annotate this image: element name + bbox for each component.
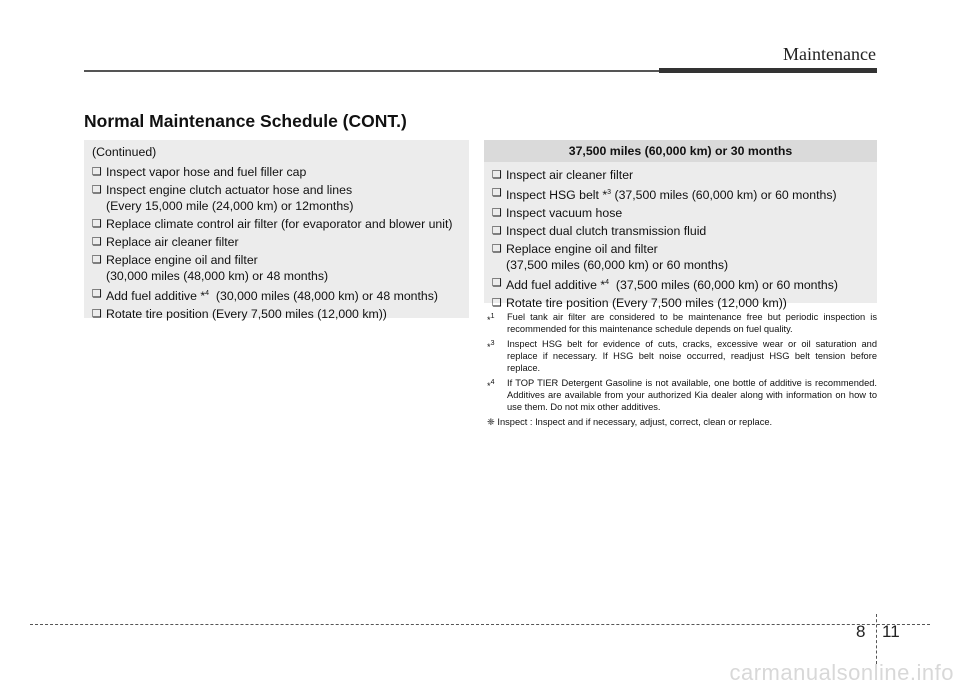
checkbox-icon: ❑ bbox=[492, 169, 502, 181]
footnote bbox=[487, 338, 877, 374]
item-text: Add fuel additive * bbox=[106, 289, 206, 303]
watermark: carmanualsonline.info bbox=[729, 660, 954, 685]
checkbox-icon: ❑ bbox=[92, 308, 102, 320]
footnote-mark: * bbox=[487, 315, 491, 325]
checkbox-icon: ❑ bbox=[492, 277, 502, 289]
item-text: Inspect vapor hose and fuel filler cap bbox=[106, 165, 307, 179]
item-text: Inspect engine clutch actuator hose and lines bbox=[106, 183, 353, 197]
footnote-text: Fuel tank air filter are considered to be maintenance free but periodic inspection is recommended for this maintenance schedule depends on fuel quality. bbox=[507, 312, 877, 334]
checklist-item bbox=[92, 182, 459, 214]
interval-heading: 37,500 miles (60,000 km) or 30 months bbox=[484, 140, 877, 162]
checklist-item bbox=[92, 234, 459, 250]
checklist-item bbox=[92, 216, 459, 232]
item-text: Replace air cleaner filter bbox=[106, 235, 239, 249]
item-interval: (30,000 miles (48,000 km) or 48 months) bbox=[209, 289, 439, 303]
item-interval: (Every 15,000 mile (24,000 km) or 12months) bbox=[106, 199, 354, 213]
continued-label: (Continued) bbox=[92, 145, 157, 159]
footer-rule bbox=[30, 624, 930, 625]
footnote-number: 4 bbox=[490, 379, 495, 386]
footnote-number: 3 bbox=[490, 340, 495, 347]
checkbox-icon: ❑ bbox=[92, 166, 102, 178]
footnotes bbox=[487, 311, 877, 428]
item-text: Inspect dual clutch transmission fluid bbox=[506, 224, 707, 238]
footnote bbox=[487, 311, 877, 335]
checklist-item bbox=[492, 167, 867, 183]
item-interval: (37,500 miles (60,000 km) or 60 months) bbox=[609, 278, 839, 292]
item-text: Add fuel additive * bbox=[506, 278, 606, 292]
item-text: Inspect HSG belt * bbox=[506, 188, 608, 202]
checklist-item bbox=[492, 275, 867, 293]
checklist-item bbox=[492, 223, 867, 239]
schedule-box-37500 bbox=[484, 140, 877, 310]
footnote-ref: 3 bbox=[607, 189, 612, 196]
item-text: Replace engine oil and filter bbox=[506, 242, 658, 256]
schedule-box-continued bbox=[84, 140, 469, 321]
checkbox-icon: ❑ bbox=[492, 243, 502, 255]
footnote-text: If TOP TIER Detergent Gasoline is not available, one bottle of additive is recommended. Additives are available from your authorized Kia dealer along with information on how to use them. Do not mix other additives. bbox=[507, 378, 877, 412]
footnote-number: 1 bbox=[490, 313, 495, 320]
checklist-item bbox=[92, 306, 459, 322]
checkbox-icon: ❑ bbox=[492, 297, 502, 309]
checkbox-icon: ❑ bbox=[492, 187, 502, 199]
section-title: Normal Maintenance Schedule (CONT.) bbox=[84, 111, 407, 131]
footnote-text: Inspect HSG belt for evidence of cuts, cracks, excessive wear or oil saturation and replace if necessary. If HSG belt noise occurred, readjust HSG belt tension before replace. bbox=[507, 339, 877, 373]
schedule-list-right bbox=[484, 162, 877, 311]
item-text: Inspect air cleaner filter bbox=[506, 168, 634, 182]
checkbox-icon: ❑ bbox=[92, 288, 102, 300]
checklist-item bbox=[492, 185, 867, 203]
header-bar bbox=[659, 68, 877, 73]
item-interval: (30,000 miles (48,000 km) or 48 months) bbox=[106, 269, 329, 283]
page-divider bbox=[876, 614, 877, 664]
header-rule bbox=[84, 70, 659, 72]
item-interval: (37,500 miles (60,000 km) or 60 months) bbox=[611, 188, 837, 202]
schedule-list-left bbox=[84, 140, 469, 322]
page-header-title: Maintenance bbox=[783, 44, 876, 64]
checkbox-icon: ❑ bbox=[492, 225, 502, 237]
checklist-item bbox=[92, 164, 459, 180]
checkbox-icon: ❑ bbox=[92, 184, 102, 196]
checklist-item bbox=[492, 241, 867, 273]
chapter-number: 8 bbox=[856, 622, 866, 641]
page-number: 11 bbox=[882, 622, 900, 641]
footnote bbox=[487, 377, 877, 413]
footnote-mark: * bbox=[487, 342, 491, 352]
footnote-mark: * bbox=[487, 381, 491, 391]
item-text: Replace climate control air filter (for evaporator and blower unit) bbox=[106, 217, 453, 231]
item-text: Replace engine oil and filter bbox=[106, 253, 258, 267]
checklist-item bbox=[492, 205, 867, 221]
checklist-item bbox=[92, 252, 459, 284]
item-text: Rotate tire position (Every 7,500 miles (12,000 km)) bbox=[506, 296, 787, 310]
footnote-ref: 4 bbox=[205, 290, 210, 297]
inspect-note: ❈ Inspect : Inspect and if necessary, adjust, correct, clean or replace. bbox=[487, 417, 773, 427]
checklist-item bbox=[492, 295, 867, 311]
item-text: Rotate tire position (Every 7,500 miles (12,000 km)) bbox=[106, 307, 387, 321]
checklist-item bbox=[92, 286, 459, 304]
item-text: Inspect vacuum hose bbox=[506, 206, 623, 220]
footnote-ref: 4 bbox=[605, 279, 610, 286]
checkbox-icon: ❑ bbox=[492, 207, 502, 219]
item-interval: (37,500 miles (60,000 km) or 60 months) bbox=[506, 258, 729, 272]
checkbox-icon: ❑ bbox=[92, 218, 102, 230]
checkbox-icon: ❑ bbox=[92, 254, 102, 266]
checkbox-icon: ❑ bbox=[92, 236, 102, 248]
